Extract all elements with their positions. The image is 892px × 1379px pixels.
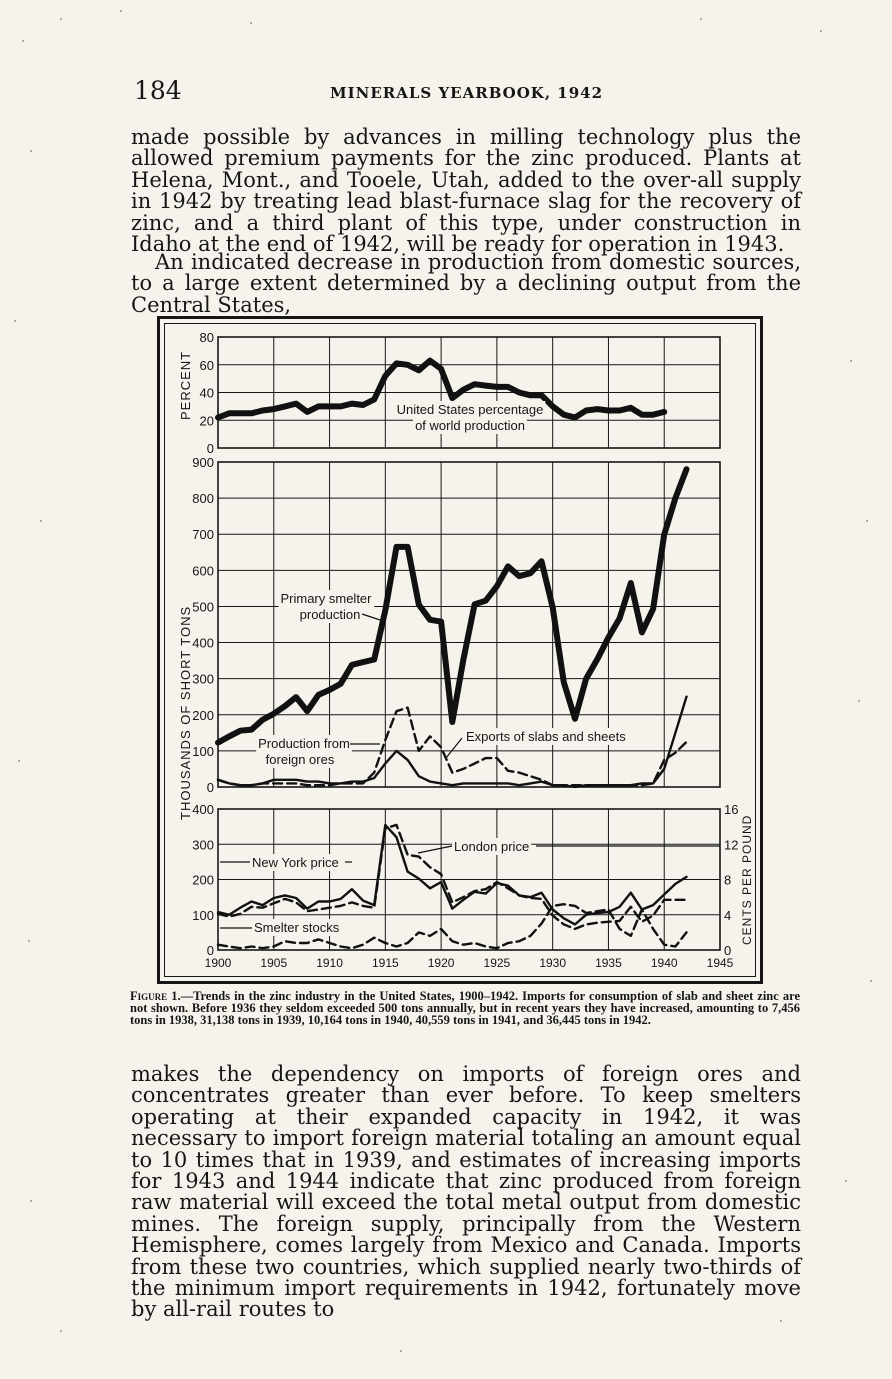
label-us-percentage-line2: of world production xyxy=(415,418,525,433)
bottom-ytick-label-left: 400 xyxy=(192,802,214,817)
middle-ytick-label: 0 xyxy=(206,780,214,795)
scan-speck xyxy=(870,980,872,982)
leader-london-a xyxy=(418,846,452,853)
leader-primary-smelter xyxy=(362,614,380,620)
scan-speck xyxy=(40,520,42,522)
scan-speck xyxy=(14,320,16,322)
x-tick-label: 1945 xyxy=(706,956,734,970)
middle-ytick-label: 700 xyxy=(192,527,214,543)
scan-speck xyxy=(866,520,868,522)
running-head: MINERALS YEARBOOK, 1942 xyxy=(330,84,604,102)
scan-speck xyxy=(60,18,62,20)
label-new-york-price: New York price xyxy=(252,855,339,870)
bottom-ytick-label-right: 4 xyxy=(724,907,732,923)
bottom-ytick-label-left: 0 xyxy=(206,943,214,958)
scan-speck xyxy=(250,22,252,24)
bottom-ytick-label-right: 8 xyxy=(724,872,732,888)
page-number: 184 xyxy=(134,76,182,105)
scan-speck xyxy=(820,30,822,32)
label-us-percentage: United States percentage xyxy=(396,402,544,417)
scan-speck xyxy=(18,760,20,762)
body-paragraph: An indicated decrease in production from domestic sources, to a large extent determined by a declining output from the Central States, xyxy=(131,250,801,317)
scan-speck xyxy=(30,1200,32,1202)
scan-speck xyxy=(22,40,24,42)
scan-speck xyxy=(60,1330,62,1332)
middle-ytick-label: 900 xyxy=(192,455,214,470)
x-tick-label: 1900 xyxy=(204,956,232,970)
bottom-ytick-label-right: 16 xyxy=(724,802,739,817)
top-ylabel: PERCENT xyxy=(178,350,193,420)
x-tick-label: 1940 xyxy=(650,956,678,970)
middle-ylabel: THOUSANDS OF SHORT TONS xyxy=(178,605,193,820)
middle-ytick-label: 300 xyxy=(192,671,214,687)
bottom-ytick-label-right: 12 xyxy=(724,837,739,853)
scan-speck xyxy=(780,1320,782,1322)
top-ytick-label: 20 xyxy=(199,413,214,429)
scan-speck xyxy=(28,940,30,942)
middle-ytick-label: 600 xyxy=(192,563,214,579)
caption-lead: Figure 1. xyxy=(130,989,181,1003)
top-ytick-label: 60 xyxy=(199,357,214,373)
label-exports: Exports of slabs and sheets xyxy=(466,729,626,744)
bottom-ytick-label-left: 200 xyxy=(192,872,214,888)
scan-speck xyxy=(850,360,852,362)
body-paragraph: makes the dependency on imports of foreign ores and concentrates greater than ever before. To keep smelters operating at their expanded capacity in 1942, it was necessary to import foreign material totaling an amount equal to 10 times that in 1939, and estimates of increasing imports for 1943 and 1944 indicate that zinc produced from foreign raw material will exceed the total metal output from domestic mines. The foreign supply, principally from the Western Hemisphere, comes largely from Mexico and Canada. Imports from these two countries, which supplied nearly two-thirds of the minimum import requirements in 1942, fortunately move by all-rail routes to xyxy=(131,1062,801,1322)
figure-caption xyxy=(130,990,800,1026)
label-foreign-ores: Production from xyxy=(258,736,350,751)
scan-speck xyxy=(120,10,122,12)
x-tick-label: 1905 xyxy=(260,956,288,970)
bottom-ytick-label-right: 0 xyxy=(724,943,732,958)
middle-ytick-label: 500 xyxy=(192,599,214,615)
scan-speck xyxy=(400,1350,402,1352)
top-ytick-label: 80 xyxy=(199,330,214,345)
scan-speck xyxy=(30,150,32,152)
label-primary-smelter: Primary smelter xyxy=(280,591,372,606)
label-primary-smelter-line2: production xyxy=(299,607,361,622)
scan-speck xyxy=(700,18,702,20)
leader-exports xyxy=(446,738,462,758)
body-paragraph: made possible by advances in milling technology plus the allowed premium payments for the zinc produced. Plants at Helena, Mont., and Tooele, Utah, added to the over-all supply in 1942 by treating lead blast-furnace slag for the recovery of zinc, and a third plant of this type, under construction in Idaho at the end of 1942, will be ready for operation in 1943. xyxy=(131,125,801,257)
x-tick-label: 1910 xyxy=(316,956,343,970)
top-ytick-label: 40 xyxy=(199,385,214,401)
x-tick-label: 1920 xyxy=(427,956,455,970)
label-foreign-ores-line2: foreign ores xyxy=(265,752,335,767)
middle-ytick-label: 200 xyxy=(192,707,214,723)
x-tick-label: 1925 xyxy=(483,956,511,970)
label-smelter-stocks: Smelter stocks xyxy=(254,920,340,935)
bottom-ytick-label-left: 300 xyxy=(192,837,214,853)
label-london-price: London price xyxy=(454,839,530,854)
x-tick-label: 1935 xyxy=(595,956,622,970)
middle-ytick-label: 400 xyxy=(192,635,214,651)
bottom-ytick-label-left: 100 xyxy=(192,907,214,923)
top-ytick-label: 0 xyxy=(206,441,214,456)
scan-speck xyxy=(845,1180,847,1182)
caption-text: —Trends in the zinc industry in the United States, 1900–1942. Imports for consumption of slab and sheet zinc are not shown. Before 1936 they seldom exceeded 500 tons annually, but in recent years they have increased, amounting to 7,456 tons in 1938, 31,138 tons in 1939, 10,164 tons in 1940, 40,559 tons in 1941, and 36,445 tons in 1942. xyxy=(130,989,800,1027)
middle-ytick-label: 100 xyxy=(192,743,214,759)
middle-ytick-label: 800 xyxy=(192,491,214,507)
x-tick-label: 1930 xyxy=(539,956,567,970)
bottom-ylabel-right: CENTS PER POUND xyxy=(740,814,754,945)
scan-speck xyxy=(858,700,860,702)
x-tick-label: 1915 xyxy=(371,956,399,970)
